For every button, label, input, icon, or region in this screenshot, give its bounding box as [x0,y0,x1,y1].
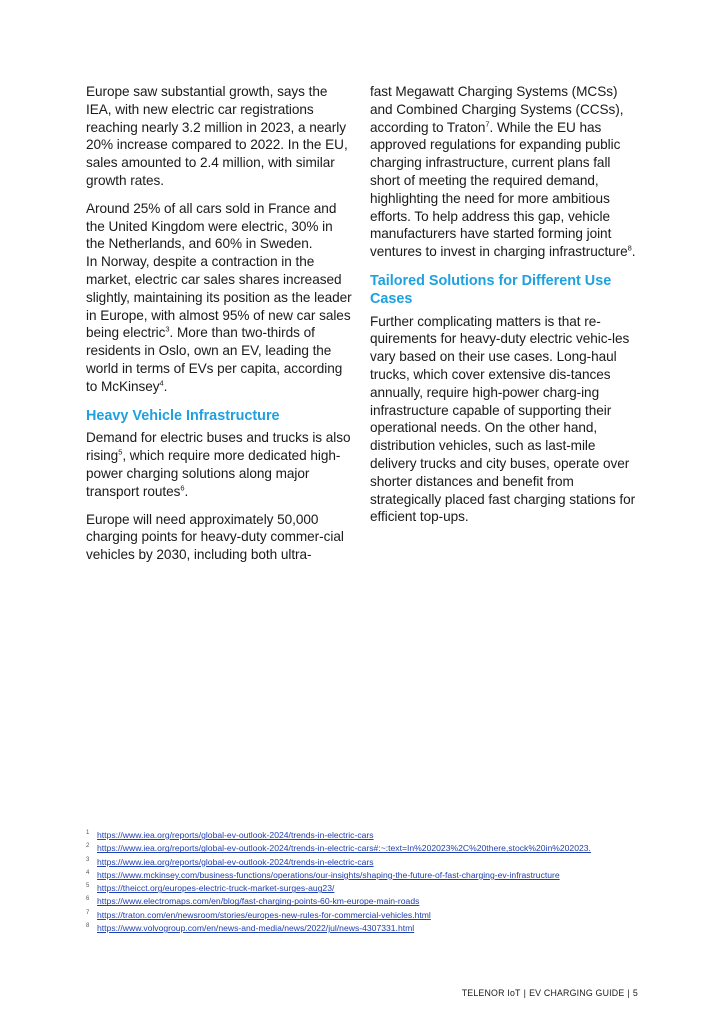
paragraph-text: , which require more dedicated high-power charging solutions along major transport routes [86,448,341,499]
paragraph-text: Demand for electric buses and trucks is also rising [86,430,351,464]
footnote-number: 4 [86,869,90,876]
footnote-ref[interactable]: 6 [180,483,185,493]
footnote-link[interactable]: https://www.mckinsey.com/business-functions/operations/our-insights/shaping-the-future-of-fast-charging-ev-infrastructure [97,869,560,880]
footnote [86,922,646,935]
footnote-link[interactable]: https://traton.com/en/newsroom/stories/europes-new-rules-for-commercial-vehicles.html [97,909,431,920]
paragraph: Europe saw substantial growth, says the IEA, with new electric car registrations reaching nearly 3.2 million in 2023, a nearly 20% increase compared to 2022. In the EU, sales amounted to 2.4 million, with similar growth rates. [86,84,348,188]
footnote-ref[interactable]: 7 [485,119,490,129]
footnote-ref[interactable]: 4 [159,378,164,388]
paragraph-text: . [184,483,189,499]
footnote [86,909,646,922]
footer-title: EV CHARGING GUIDE [529,988,625,998]
paragraph: Europe will need approximately 50,000 charging points for heavy-duty commer-cial vehicles by 2030, including both ultra- [86,511,344,563]
footnote [86,895,646,908]
footnote-ref[interactable]: 5 [118,447,123,457]
footer-brand: TELENOR IoT [461,988,521,998]
footnote [86,882,646,895]
paragraph: Further complicating matters is that re-quirements for heavy-duty electric vehic-les vary based on their use cases. Long-haul trucks, which cover extensive dis-tances annually, require high-power charg-ing infrastructure capable of supporting their operational needs. On the other hand, distribution vehicles, such as last-mile delivery trucks and city buses, operate over shorter distances and benefit from strategically placed fast charging stations for efficient top-ups. [370,313,636,525]
page-footer [462,988,638,998]
footnote-number: 3 [86,856,90,863]
footer-separator: | [627,988,630,998]
page-number: 5 [632,988,638,998]
paragraph-text: Around 25% of all cars sold in France and the United Kingdom were electric, 30% in the Netherlands, and 60% in Sweden. [86,200,337,252]
paragraph [86,429,354,500]
footnote [86,829,646,842]
paragraph [86,200,354,396]
footnote-ref[interactable]: 8 [627,243,632,253]
left-column [86,83,354,574]
footnote-link[interactable]: https://www.iea.org/reports/global-ev-outlook-2024/trends-in-electric-cars [97,856,374,867]
paragraph-text: . [631,244,636,260]
footnote-link[interactable]: https://www.electromaps.com/en/blog/fast-charging-points-60-km-europe-main-roads [97,896,420,907]
footnote-link[interactable]: https://www.volvogroup.com/en/news-and-media/news/2022/jul/news-4307331.html [97,923,415,934]
footnote [86,842,646,855]
paragraph-text: fast Megawatt Charging Systems (MCSs) and Combined Charging Systems (CCSs), according to Traton [370,84,624,135]
footnote-number: 5 [86,883,90,890]
section-heading: Tailored Solutions for Different Use Cases [370,272,612,307]
footnotes-list [86,829,646,935]
footnote-link[interactable]: https://www.iea.org/reports/global-ev-outlook-2024/trends-in-electric-cars#:~:text=In%202023%2C%20there,stock%20in%202023. [97,843,591,854]
paragraph-text: In Norway, despite a contraction in the market, electric car sales shares increased slightly, maintaining its position as the leader in Europe, with almost 95% of new car sales being electric [86,254,352,341]
footnote-number: 8 [86,923,90,930]
footnote-link[interactable]: https://www.iea.org/reports/global-ev-outlook-2024/trends-in-electric-cars [97,830,374,840]
paragraph-text: . While the EU has approved regulations for expanding public charging infrastructure, current plans fall short of meeting the required demand, highlighting the need for more ambitious efforts. To help address this gap, vehicle manufacturers have started forming joint ventures to invest in charging infrastructure [370,119,628,260]
paragraph-text: . More than two-thirds of residents in Oslo, own an EV, leading the world in terms of EVs per capita, according to McKinsey [86,325,343,394]
footnote [86,856,646,869]
footnote-number: 1 [86,830,90,836]
footnote [86,869,646,882]
footnote-number: 2 [86,843,90,850]
footnote-link[interactable]: https://theicct.org/europes-electric-truck-market-surges-aug23/ [97,883,335,894]
footnote-ref[interactable]: 3 [165,324,170,334]
footer-separator: | [523,988,527,998]
section-heading: Heavy Vehicle Infrastructure [86,407,280,424]
paragraph-text: . [163,378,168,394]
right-column [370,83,638,536]
paragraph [370,83,638,261]
footnote-number: 7 [86,909,90,916]
footnote-number: 6 [86,896,90,903]
